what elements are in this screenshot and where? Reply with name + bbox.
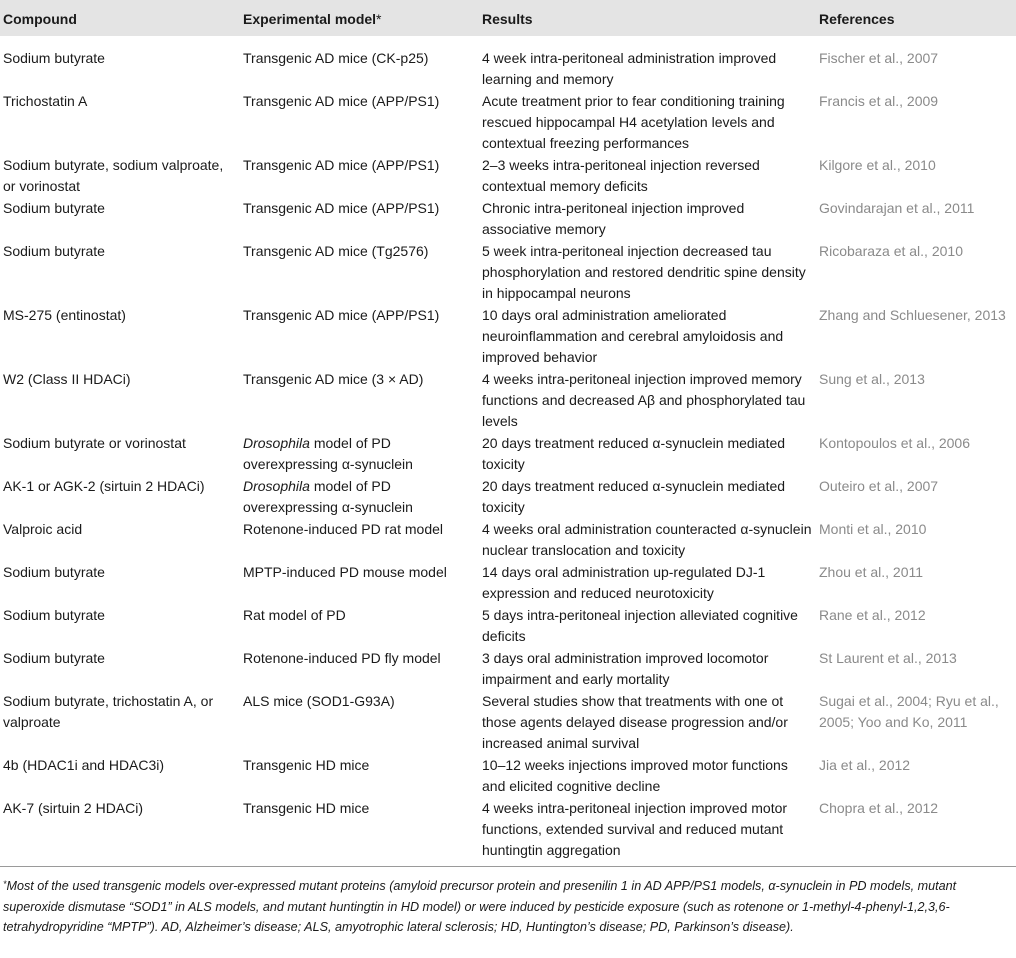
header-references: References [819, 11, 895, 27]
table-row [0, 293, 1016, 365]
cell-compound: Sodium butyrate [3, 243, 105, 259]
cell-results: 20 days treatment reduced α-synuclein mediated toxicity [482, 435, 786, 472]
cell-compound: 4b (HDAC1i and HDAC3i) [3, 757, 165, 773]
cell-compound: AK-1 or AGK-2 (sirtuin 2 HDACi) [3, 478, 205, 494]
table-row [0, 593, 1016, 644]
cell-experimental-model: ALS mice (SOD1-G93A) [243, 693, 395, 709]
cell-experimental-model: Rotenone-induced PD fly model [243, 650, 441, 666]
cell-reference: Kilgore et al., 2010 [819, 157, 936, 173]
cell-reference: Outeiro et al., 2007 [819, 478, 939, 494]
cell-experimental-model: Transgenic AD mice (CK-p25) [243, 50, 429, 66]
cell-compound: Trichostatin A [3, 93, 88, 109]
cell-experimental-model: Transgenic HD mice [243, 757, 370, 773]
table-row [0, 786, 1016, 858]
cell-results: 4 weeks intra-peritoneal injection improved motor functions, extended survival and reduced mutant huntingtin aggregation [482, 800, 788, 858]
cell-experimental-model: Transgenic AD mice (APP/PS1) [243, 307, 440, 323]
table-row [0, 743, 1016, 794]
cell-reference: Sugai et al., 2004; Ryu et al., 2005; Yoo and Ko, 2011 [819, 693, 999, 730]
cell-experimental-model: Rat model of PD [243, 607, 346, 623]
footnote-text: Most of the used transgenic models over-expressed mutant proteins (amyloid precursor protein and presenilin 1 in AD APP/PS1 models, α-synuclein in PD models, mutant superoxide dismutase “SOD1” in ALS models, and mutant huntingtin in HD model) or were induced by pesticide exposure (such as rotenone or 1-methyl-4-phenyl-1,2,3,6-tetrahydropyridine “MPTP”). AD, Alzheimer’s disease; ALS, amyotrophic lateral sclerosis; HD, Huntington’s disease; PD, Parkinson’s disease). [3, 879, 957, 934]
cell-experimental-model: Transgenic AD mice (Tg2576) [243, 243, 429, 259]
cell-results: Acute treatment prior to fear conditioning training rescued hippocampal H4 acetylation levels and contextual freezing performances [482, 93, 785, 151]
cell-reference: Jia et al., 2012 [819, 757, 911, 773]
cell-reference: Ricobaraza et al., 2010 [819, 243, 963, 259]
table-footnote [3, 874, 1013, 938]
cell-experimental-model: MPTP-induced PD mouse model [243, 564, 447, 580]
cell-compound: W2 (Class II HDACi) [3, 371, 131, 387]
cell-results: 14 days oral administration up-regulated DJ-1 expression and reduced neurotoxicity [482, 564, 766, 601]
cell-compound: Sodium butyrate [3, 564, 105, 580]
footnote-mark: * [3, 879, 7, 889]
header-compound: Compound [3, 11, 77, 27]
cell-compound: Sodium butyrate [3, 650, 105, 666]
table-bottom-rule [0, 866, 1016, 867]
cell-experimental-model: Transgenic AD mice (3 × AD) [243, 371, 424, 387]
cell-results: 5 days intra-peritoneal injection alleviated cognitive deficits [482, 607, 798, 644]
cell-compound: Sodium butyrate, sodium valproate, or vorinostat [3, 157, 224, 194]
cell-results: Chronic intra-peritoneal injection improved associative memory [482, 200, 745, 237]
cell-experimental-model: Transgenic AD mice (APP/PS1) [243, 157, 440, 173]
table-row [0, 636, 1016, 687]
cell-model-species: Drosophila [243, 478, 310, 494]
table-row [0, 229, 1016, 301]
cell-compound: AK-7 (sirtuin 2 HDACi) [3, 800, 144, 816]
table-row [0, 357, 1016, 429]
cell-compound: Valproic acid [3, 521, 83, 537]
cell-reference: Rane et al., 2012 [819, 607, 926, 623]
cell-reference: Kontopoulos et al., 2006 [819, 435, 971, 451]
table-row [0, 421, 1016, 472]
table-row [0, 79, 1016, 151]
cell-model-text: model of PD overexpressing α-synuclein [243, 435, 413, 472]
cell-results: 3 days oral administration improved locomotor impairment and early mortality [482, 650, 769, 687]
table-row [0, 186, 1016, 237]
cell-results: 2–3 weeks intra-peritoneal injection reversed contextual memory deficits [482, 157, 760, 194]
cell-reference: Zhang and Schluesener, 2013 [819, 307, 1006, 323]
cell-reference: Fischer et al., 2007 [819, 50, 939, 66]
cell-reference: St Laurent et al., 2013 [819, 650, 957, 666]
table-body [0, 36, 1016, 858]
cell-experimental-model: Transgenic AD mice (APP/PS1) [243, 93, 440, 109]
table-row [0, 36, 1016, 87]
cell-results: 10–12 weeks injections improved motor functions and elicited cognitive decline [482, 757, 788, 794]
cell-reference: Monti et al., 2010 [819, 521, 927, 537]
cell-compound: Sodium butyrate [3, 200, 105, 216]
cell-compound: MS-275 (entinostat) [3, 307, 126, 323]
cell-compound: Sodium butyrate [3, 607, 105, 623]
cell-results: 4 weeks intra-peritoneal injection improved memory functions and decreased Aβ and phosphorylated tau levels [482, 371, 806, 429]
cell-experimental-model: Transgenic HD mice [243, 800, 370, 816]
cell-experimental-model: Rotenone-induced PD rat model [243, 521, 444, 537]
cell-compound: Sodium butyrate, trichostatin A, or valproate [3, 693, 214, 730]
cell-reference: Zhou et al., 2011 [819, 564, 924, 580]
table-row [0, 550, 1016, 601]
cell-experimental-model: Transgenic AD mice (APP/PS1) [243, 200, 440, 216]
cell-model-species: Drosophila [243, 435, 310, 451]
cell-compound: Sodium butyrate or vorinostat [3, 435, 186, 451]
cell-reference: Francis et al., 2009 [819, 93, 939, 109]
cell-reference: Chopra et al., 2012 [819, 800, 939, 816]
table-row [0, 464, 1016, 515]
cell-model-text: model of PD overexpressing α-synuclein [243, 478, 413, 515]
cell-results: Several studies show that treatments with one ot those agents delayed disease progression and/or increased animal survival [482, 693, 788, 751]
header-results: Results [482, 11, 533, 27]
header-model-label: Experimental model [243, 11, 377, 27]
cell-results: 4 weeks oral administration counteracted α-synuclein nuclear translocation and toxicity [482, 521, 812, 558]
cell-results: 20 days treatment reduced α-synuclein mediated toxicity [482, 478, 786, 515]
cell-reference: Sung et al., 2013 [819, 371, 925, 387]
cell-results: 5 week intra-peritoneal injection decreased tau phosphorylation and restored dendritic spine density in hippocampal neurons [482, 243, 806, 301]
header-model-footnote-mark: * [376, 11, 382, 27]
table-row [0, 679, 1016, 751]
table-row [0, 143, 1016, 194]
cell-results: 4 week intra-peritoneal administration improved learning and memory [482, 50, 777, 87]
table-row [0, 507, 1016, 558]
header-experimental-model [243, 10, 473, 28]
cell-reference: Govindarajan et al., 2011 [819, 200, 975, 216]
table-header [0, 0, 1016, 36]
cell-results: 10 days oral administration ameliorated neuroinflammation and cerebral amyloidosis and improved behavior [482, 307, 784, 365]
cell-compound: Sodium butyrate [3, 50, 105, 66]
